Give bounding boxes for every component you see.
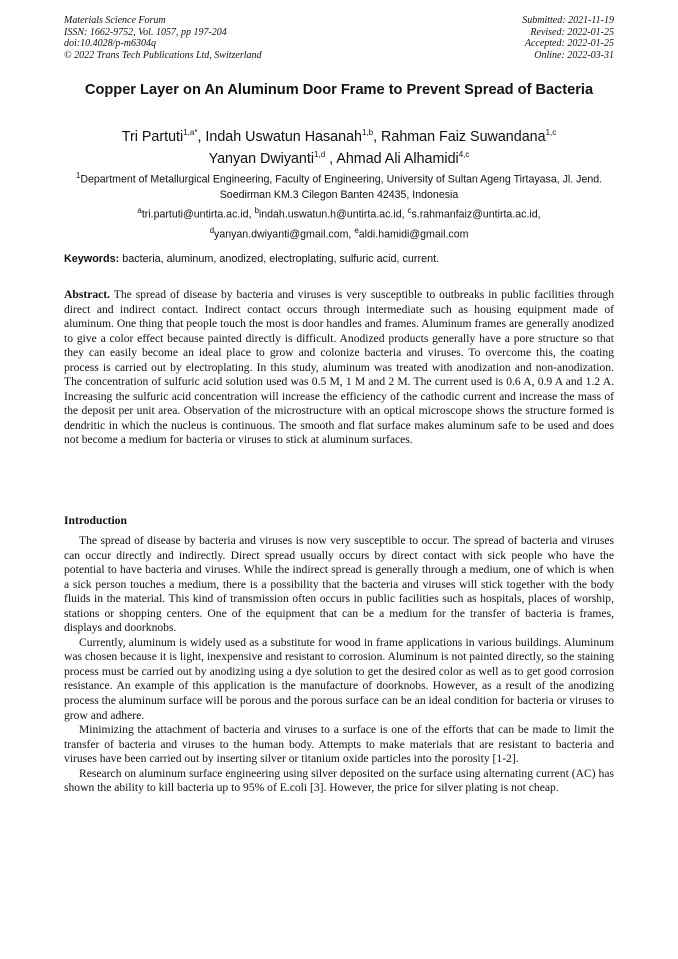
abstract: [64, 288, 614, 448]
affiliation: [64, 168, 614, 203]
introduction-body: [64, 534, 614, 796]
email-link[interactable]: s.rahmanfaiz@untirta.ac.id: [411, 208, 538, 221]
affiliation-mark: 1: [75, 171, 81, 180]
online-date: Online: 2022-03-31: [534, 49, 614, 61]
author-name: Rahman Faiz Suwandana: [381, 128, 546, 145]
author-name: Ahmad Ali Alhamidi: [336, 151, 459, 168]
keywords-label: Keywords:: [64, 253, 120, 265]
email-link[interactable]: tri.partuti@untirta.ac.id: [141, 208, 249, 221]
author-affil-mark: 1,b: [361, 128, 374, 137]
paragraph: Research on aluminum surface engineering using silver deposited on the surface using alternating current (AC) has shown the ability to kill bacteria up to 95% of E.coli [3]. However, the price for silver plating is not cheap.: [64, 766, 614, 795]
keywords: [64, 252, 614, 267]
abstract-text: The spread of disease by bacteria and viruses is very susceptible to outbreaks in public facilities through direct and indirect contact. Indirect contact occurs through intermediate such as housing equipment made of aluminum. One thing that people touch the most is door handles and frames. Aluminum frames are generally anodized to give a color effect because painted directly is difficult. Anodized products generally have a pore structure so that they can easily become an ideal place to grow and colonize bacteria and viruses. To overcome this, the coating process is carried out by electroplating. In this study, aluminum was treated with anodization and non-anodization. The concentration of sulfuric acid solution used was 0.5 M, 1 M and 2 M. The current used is 0.6 A, 0.9 A and 1.2 A. Increasing the sulfuric acid concentration will increase the efficiency of the cathodic current and increase the mass of the deposit per unit area. Observation of the microstructure with an optical microscope shows the structure formed is dendritic in which the nucleus is continuous. The smooth and flat surface makes aluminum safe to be used and does not become a medium for bacteria or viruses to stick at aluminum surfaces.: [64, 288, 614, 447]
journal-copyright: © 2022 Trans Tech Publications Ltd, Switzerland: [64, 49, 262, 61]
submission-dates: [522, 15, 614, 61]
author-name: Indah Uswatun Hasanah: [205, 128, 362, 145]
author-emails: $^a$tri.partuti@untirta.ac.id, $^b$indah.uswatun.h@untirta.ac.id, $^c$s.rahmanfaiz@untirta.ac.id, $^d$yanyan.dwiyanti@gmail.com, $^e$aldi.hamidi@gmail.com: [137, 206, 541, 241]
author-list: Tri Partuti$^{1,a*}$, Indah Uswatun Hasanah$^{1,b}$, Rahman Faiz Suwandana$^{1,c}$ Yanyan Dwiyanti$^{1,d}$ , Ahmad Ali Alhamidi$^{4,c}$: [121, 128, 557, 168]
keywords-text: bacteria, aluminum, anodized, electroplating, sulfuric acid, current.: [122, 253, 440, 265]
affiliation-text: Department of Metallurgical Engineering, Faculty of Engineering, University of Sultan Ageng Tirtayasa, Jl. Jend. Soedirman KM.3 Cilegon Banten 42435, Indonesia: [80, 173, 603, 201]
journal-doi: doi:10.4028/p-m6304q: [64, 38, 156, 50]
paragraph: Currently, aluminum is widely used as a substitute for wood in frame applications in various buildings. Aluminum was chosen because it is light, inexpensive and resistant to corrosion. Aluminum is not painted directly, so the staining process must be carried out by anodizing using a dye solution to get the desired color as well as to get good corrosion resistance. An example of this application is the manufacture of doorknobs. However, as a result of the anodizing process the aluminum surface will be porous and the porous surface can be an ideal condition for bacteria or viruses to grow and adhere.: [64, 635, 614, 722]
section-heading-introduction: Introduction: [64, 514, 127, 527]
email-link[interactable]: yanyan.dwiyanti@gmail.com: [214, 228, 349, 241]
author-affil-mark: 4,c: [458, 150, 470, 160]
email-link[interactable]: aldi.hamidi@gmail.com: [358, 228, 469, 241]
email-mark: b: [254, 206, 259, 215]
revised-date: Revised: 2022-01-25: [530, 26, 614, 38]
journal-issn: ISSN: 1662-9752, Vol. 1057, pp 197-204: [64, 26, 227, 38]
accepted-date: Accepted: 2022-01-25: [524, 38, 614, 50]
paragraph: Minimizing the attachment of bacteria and viruses to a surface is one of the efforts that can be made to limit the transfer of bacteria and viruses to the human body. Attempts to make materials that are resistant to bacteria and viruses have been carried out by inserting silver or titanium oxide particles into the porosity [1-2].: [64, 723, 614, 766]
abstract-label: Abstract.: [64, 288, 111, 301]
journal-name: Materials Science Forum: [64, 15, 166, 26]
paper-title: Copper Layer on An Aluminum Door Frame to Prevent Spread of Bacteria: [84, 82, 594, 98]
journal-info: [64, 15, 262, 61]
paragraph: The spread of disease by bacteria and viruses is now very susceptible to occur. The spread of bacteria and viruses can occur directly and indirectly. Direct spread usually occurs by direct contact with sick people who have the potential to have bacteria and viruses. While the indirect spread is generally through a medium, one of which is when a sick person touches a medium, there is a possibility that the bacteria and viruses will stick together with the body fluids in the material. This kind of transmission often occurs in public facilities such as hospitals, places of worship, stations or shopping centers. One of the equipment that can be a medium for the transfer of bacteria is frames, displays and doorknobs.: [64, 534, 614, 635]
email-mark: d: [209, 225, 215, 235]
author-affil-mark: 1,a*: [183, 128, 198, 137]
email-mark: e: [354, 225, 359, 235]
author-name: Tri Partuti: [121, 128, 184, 145]
email-mark: a: [137, 206, 142, 215]
author-name: Yanyan Dwiyanti: [208, 151, 315, 168]
email-link[interactable]: indah.uswatun.h@untirta.ac.id: [258, 208, 402, 221]
submitted-date: Submitted: 2021-11-19: [522, 15, 614, 26]
author-affil-mark: 1,d: [314, 150, 326, 160]
author-affil-mark: 1,c: [545, 128, 557, 137]
email-mark: c: [407, 206, 412, 215]
